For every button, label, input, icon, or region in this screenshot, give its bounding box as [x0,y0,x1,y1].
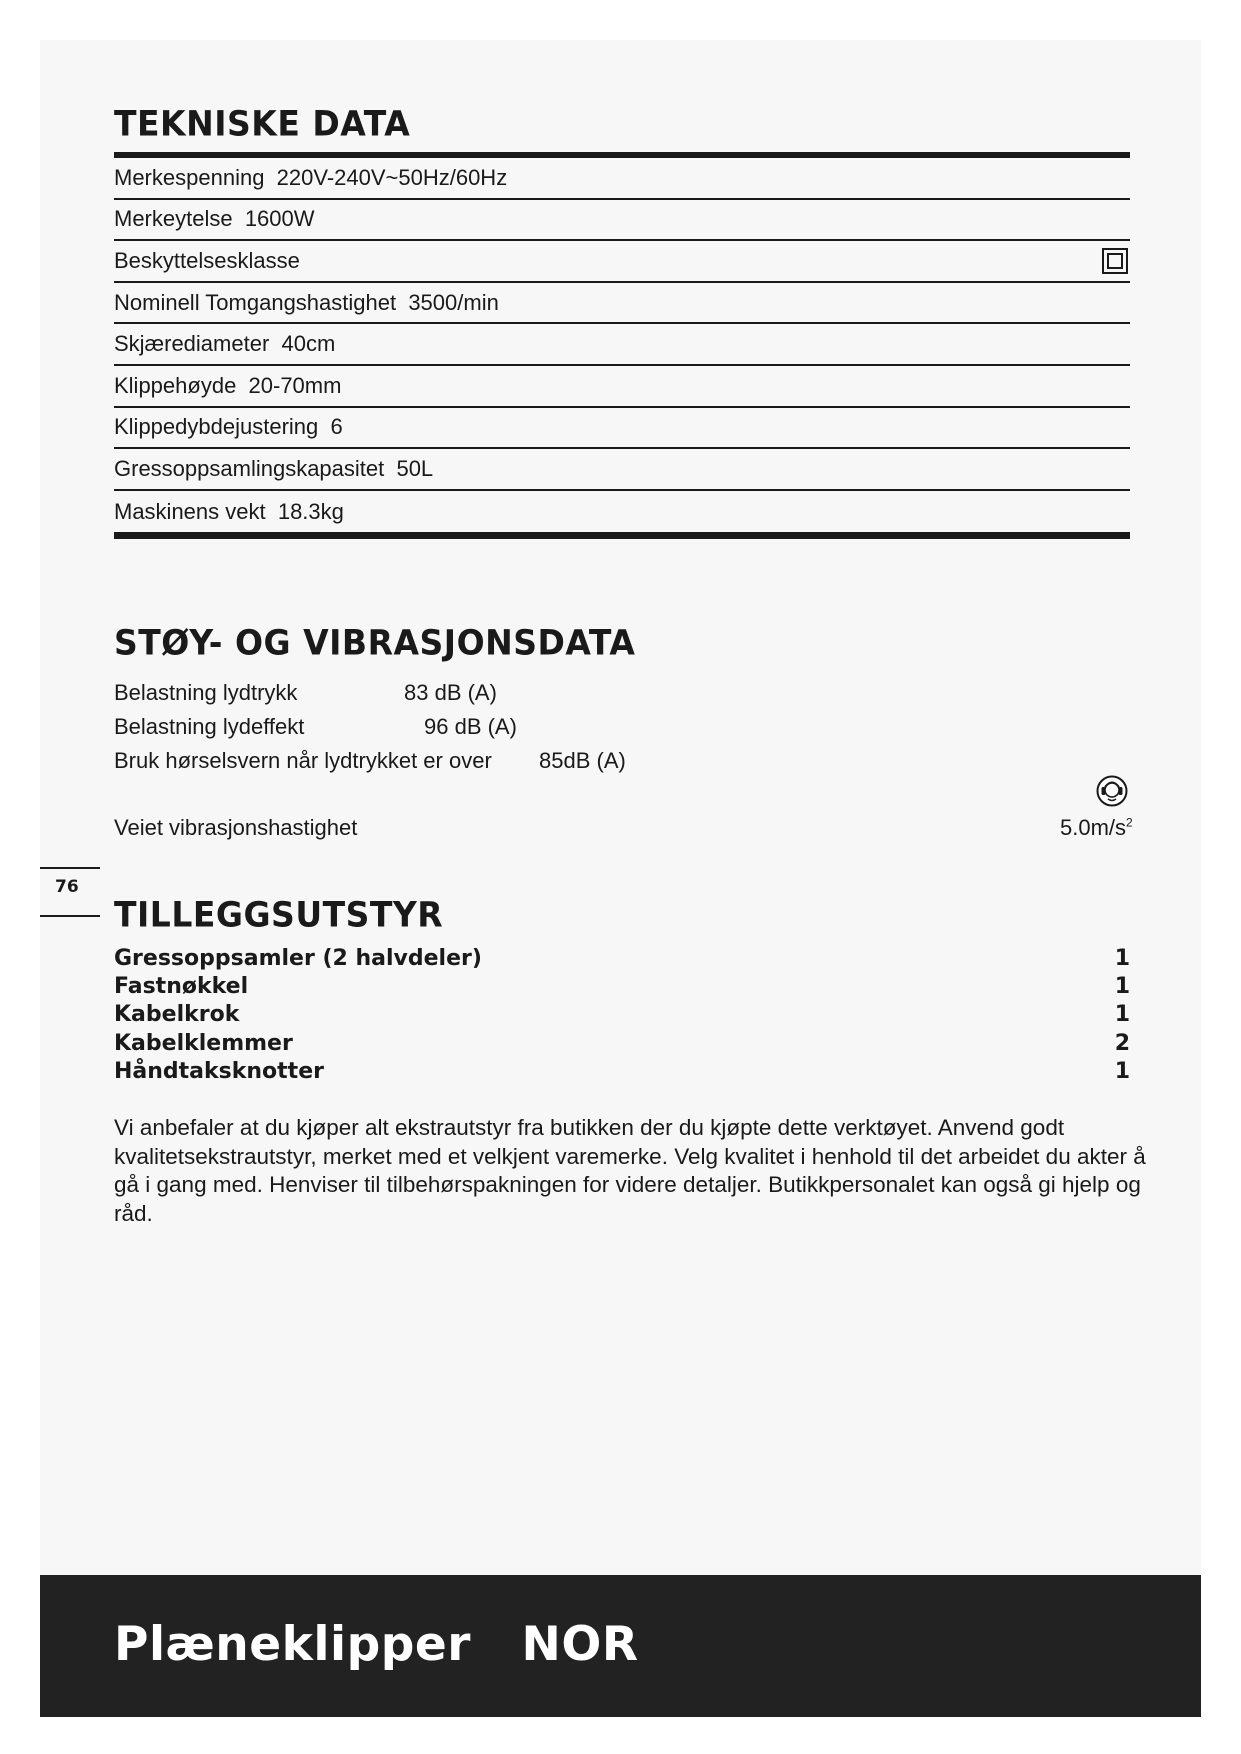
spec-row [114,491,1130,533]
sound-pressure-label: Belastning lydtrykk [114,680,298,705]
spec-row [114,324,1130,366]
spec-row [114,449,1130,491]
accessory-name: Gressoppsamler (2 halvdeler) [114,946,482,971]
accessory-name: Kabelklemmer [114,1030,293,1056]
sound-power-value: 96 dB (A) [424,714,517,739]
spec-label: Merkespenning 220V-240V~50Hz/60Hz [114,164,508,190]
accessories-list [114,946,1130,1087]
spec-row [114,241,1130,283]
accessory-name: Håndtaksknotter [114,1058,324,1084]
list-item [114,974,1130,1002]
ear-protection-icon [1096,775,1128,807]
list-item [114,1059,1130,1087]
vibration-value: $5.0m/s^2$ [1060,815,1133,840]
hearing-protection-value: 85dB (A) [539,748,626,773]
class-ii-double-insulation-icon [1102,248,1128,274]
accessory-qty: 2 [1114,1030,1130,1056]
accessories-heading: TILLEGGSUTSTYR [114,894,444,935]
footer-bar [40,1575,1201,1717]
spec-label: Skjærediameter 40cm [114,331,336,357]
spec-row [114,366,1130,408]
technical-data-table [114,152,1130,539]
spec-label: Beskyttelsesklasse [114,247,300,273]
spec-label: Maskinens vekt 18.3kg [114,498,344,524]
spec-row [114,408,1130,450]
noise-vibration-heading: STØY- OG VIBRASJONSDATA [114,622,636,663]
list-item [114,946,1130,974]
accessory-qty: 1 [1114,974,1130,1000]
vibration-label: Veiet vibrasjonshastighet [114,815,358,840]
accessory-qty: 1 [1114,1058,1130,1084]
sound-pressure-value: 83 dB (A) [404,680,497,705]
accessory-name: Fastnøkkel [114,974,249,1000]
spec-label: Klippedybdejustering 6 [114,414,343,440]
footer-title: Plæneklipper NOR [114,1617,639,1672]
spec-row [114,283,1130,325]
page-number: 76 [55,877,79,897]
accessories-paragraph: Vi anbefaler at du kjøper alt ekstrautstyr fra butikken der du kjøpte dette verktøyet. Anvend godt kvalitetsekstrautstyr, merket med et velkjent varemerke. Velg kvalitet i henhold til det arbeidet du akter å gå i gang med. Henviser til tilbehørspakningen for videre detaljer. Butikkpersonalet kan også gi hjelp og råd. [114,1115,1146,1226]
list-item [114,1002,1130,1030]
spec-label: Merkeytelse 1600W [114,206,315,232]
technical-data-heading: TEKNISKE DATA [114,103,411,144]
spec-row [114,200,1130,242]
spec-row [114,158,1130,200]
spec-label: Klippehøyde 20-70mm [114,372,342,398]
hearing-protection-label: Bruk hørselsvern når lydtrykket er over [114,748,492,773]
accessory-qty: 1 [1114,1002,1130,1028]
spec-label: Gressoppsamlingskapasitet 50L [114,455,434,481]
sound-power-label: Belastning lydeffekt [114,714,305,739]
spec-label: Nominell Tomgangshastighet 3500/min [114,289,499,315]
accessory-name: Kabelkrok [114,1002,240,1028]
list-item [114,1031,1130,1059]
accessory-qty: 1 [1114,946,1130,971]
